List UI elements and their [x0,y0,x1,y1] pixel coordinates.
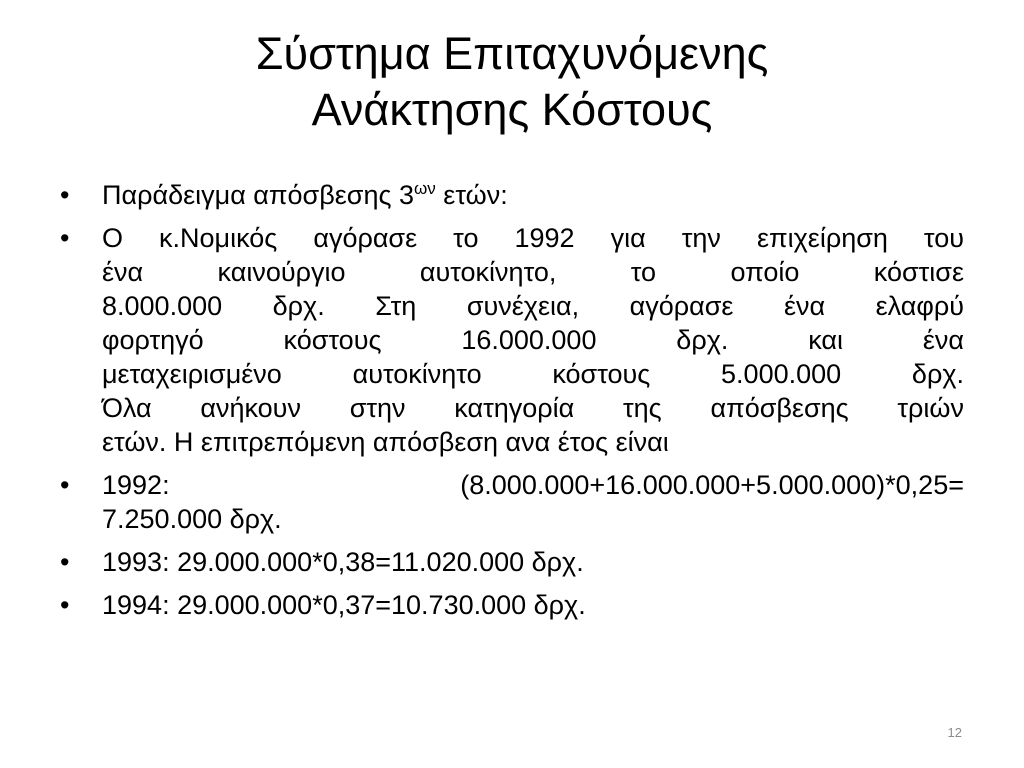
description-line: 8.000.000 δρχ. Στη συνέχεια, αγόρασε ένα ελαφρύ [102,291,964,321]
description-line: ένα καινούργιο αυτοκίνητο, το οποίο κόστισε [102,257,964,287]
bullet-marker: • [60,223,70,253]
example-heading-suffix: ετών: [435,180,508,210]
description-line: φορτηγό κόστους 16.000.000 δρχ. και ένα [102,325,964,355]
bullet-marker: • [60,470,70,500]
calc-1994-text: 1994: 29.000.000*0,37=10.730.000 δρχ. [102,590,586,620]
bullet-item-description [60,221,964,459]
example-heading-text: Παράδειγμα απόσβεσης 3 [102,180,415,210]
bullet-marker: • [60,590,70,620]
bullet-item-1993 [60,545,964,579]
page-number: 12 [947,725,962,740]
calc-1992-formula: (8.000.000+16.000.000+5.000.000)*0,25= [460,470,964,500]
slide-title [60,26,964,138]
description-line: Όλα ανήκουν στην κατηγορία της απόσβεσης τριών [102,393,964,423]
calc-1992-result: 7.250.000 δρχ. [102,504,282,534]
ordinal-superscript: ων [414,179,436,198]
bullet-list [60,178,964,631]
description-line: μεταχειρισμένο αυτοκίνητο κόστους 5.000.000 δρχ. [102,359,964,389]
bullet-item-example [60,178,964,212]
bullet-marker: • [60,180,70,210]
slide-title-line-2: Ανάκτησης Κόστους [311,84,713,135]
description-line: Ο κ.Νομικός αγόρασε το 1992 για την επιχείρηση του [102,223,964,253]
description-line: ετών. Η επιτρεπόμενη απόσβεση ανα έτος είναι [102,427,669,457]
bullet-marker: • [60,547,70,577]
bullet-item-1992 [60,468,964,536]
slide-title-line-1: Σύστημα Επιταχυνόμενης [255,28,769,79]
calc-1993-text: 1993: 29.000.000*0,38=11.020.000 δρχ. [102,547,584,577]
bullet-item-1994 [60,588,964,622]
calc-1992-year: 1992: [102,470,170,500]
calc-1992-line [102,468,964,502]
